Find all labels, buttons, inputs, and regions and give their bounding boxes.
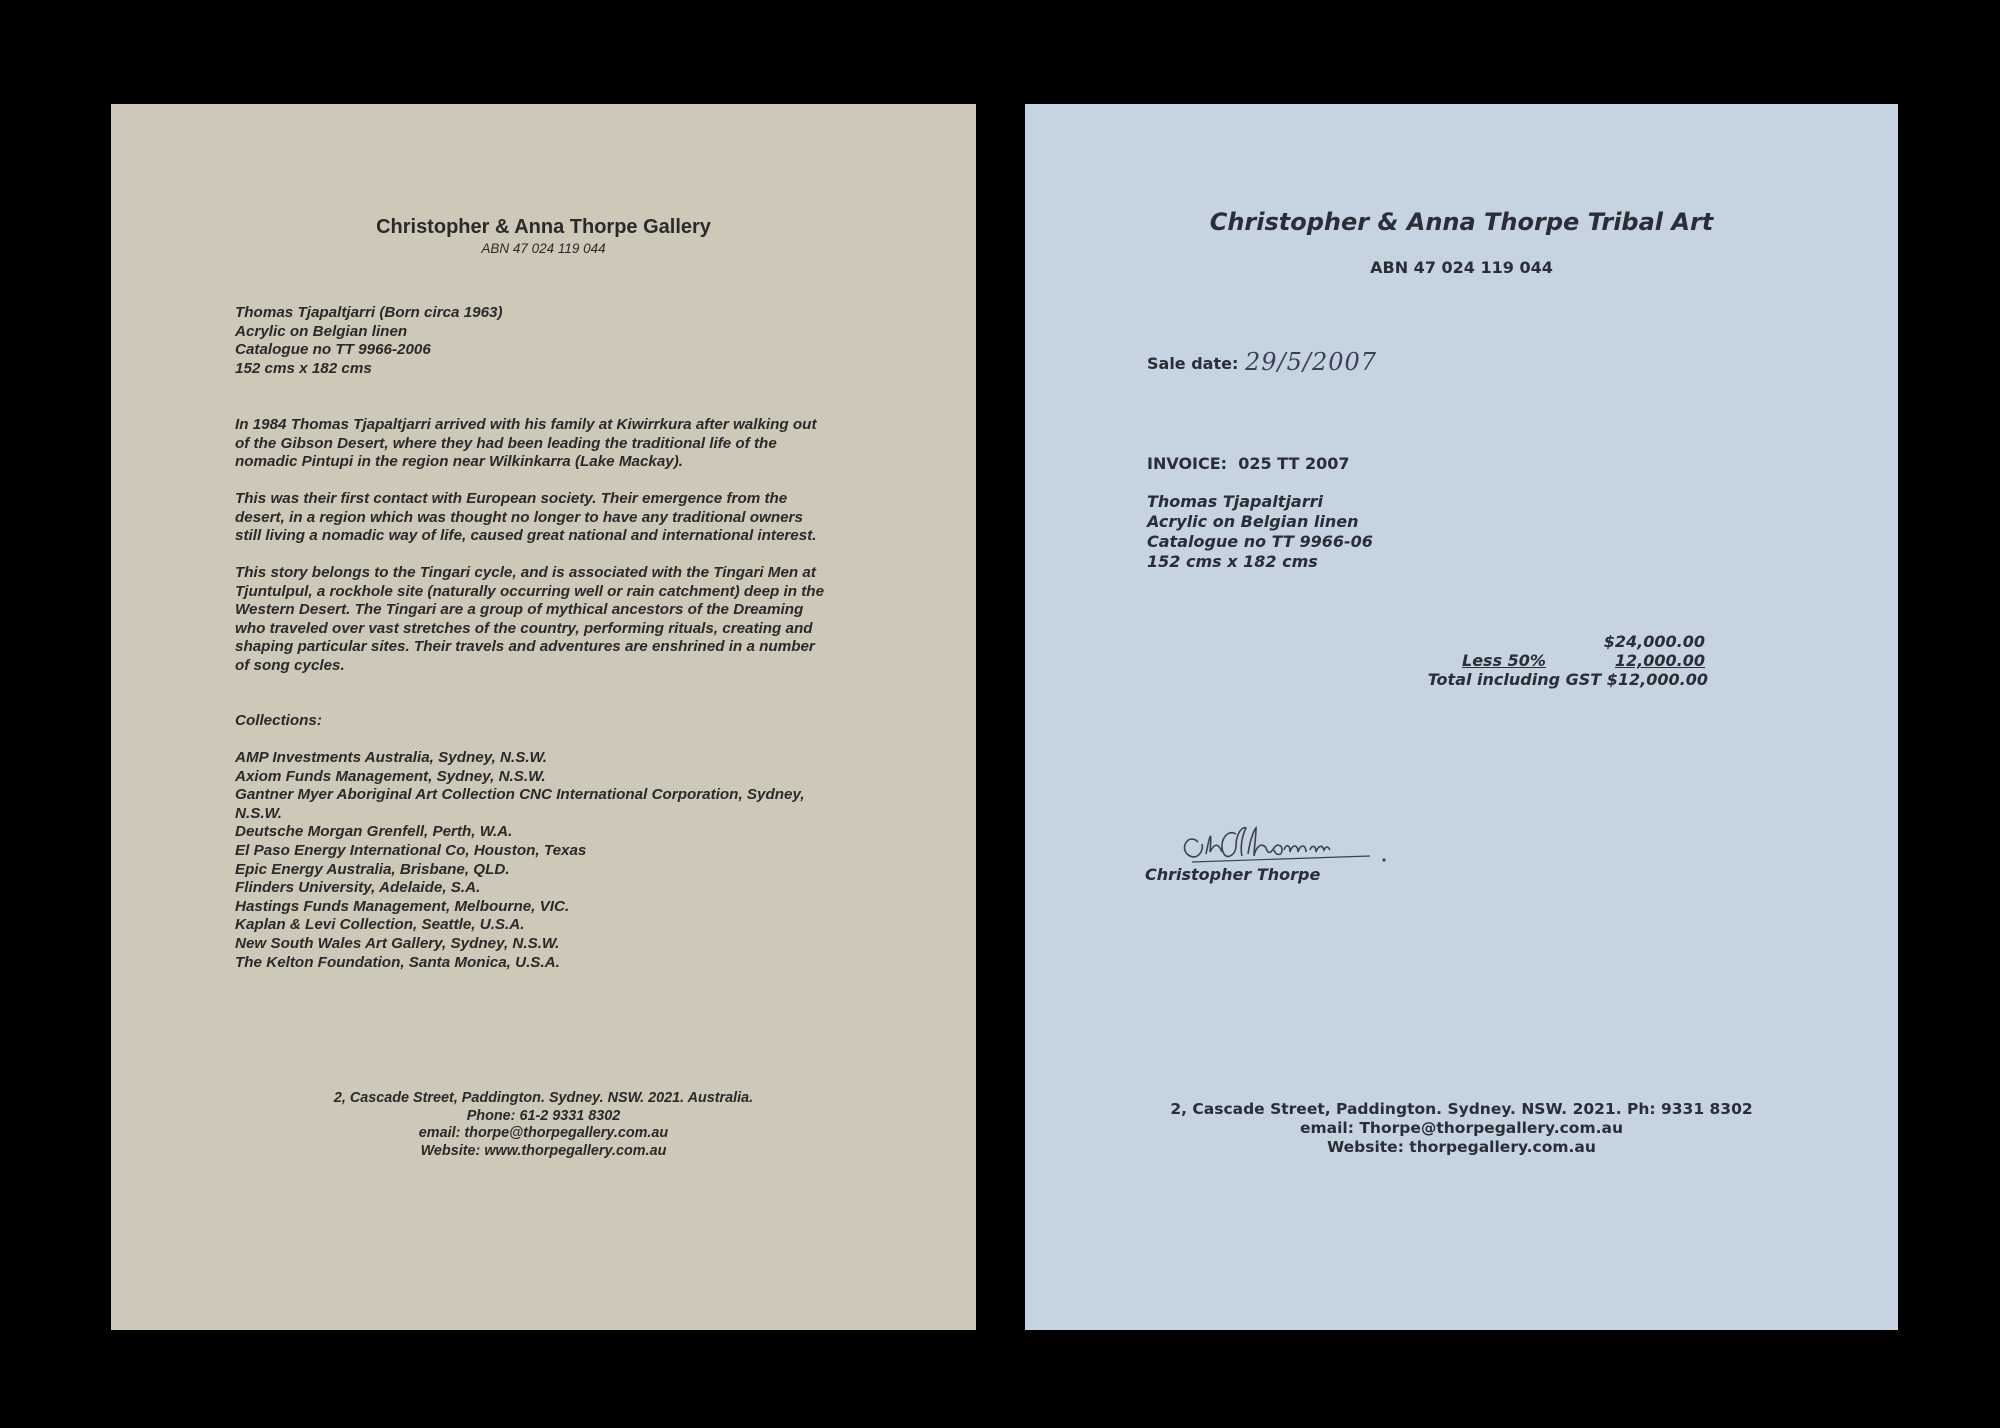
collection-item: Gantner Myer Aboriginal Art Collection CNC International Corporation, Sydney, [235, 786, 805, 804]
collection-item: Hastings Funds Management, Melbourne, VIC. [235, 897, 570, 915]
price: $24,000.00 [1603, 632, 1705, 651]
text-line: This story belongs to the Tingari cycle, and is associated with the Tingari Men at [235, 564, 816, 581]
collection-item: Epic Energy Australia, Brisbane, QLD. [235, 860, 510, 878]
artwork-medium: Acrylic on Belgian linen [235, 322, 408, 340]
biography-paragraph [235, 416, 875, 472]
discount-label: Less 50% [1462, 651, 1546, 670]
invoice-artist: Thomas Tjapaltjarri [1147, 492, 1323, 511]
text-line: of the Gibson Desert, where they had been leading the traditional life of the [235, 434, 777, 452]
footer-phone: Phone: 61-2 9331 8302 [466, 1107, 621, 1124]
collections-list [235, 749, 875, 972]
artwork-dimensions: 152 cms x 182 cms [235, 359, 372, 377]
signature-image [1170, 804, 1400, 874]
collection-item: AMP Investments Australia, Sydney, N.S.W. [235, 749, 547, 766]
signatory-name: Christopher Thorpe [1145, 865, 1321, 884]
text-line: Western Desert. The Tingari are a group of mythical ancestors of the Dreaming [235, 601, 804, 619]
text-line: Tjuntulpul, a rockhole site (naturally occurring well or rain catchment) deep in the [235, 582, 825, 600]
story-paragraph [235, 564, 875, 676]
collection-item: Kaplan & Levi Collection, Seattle, U.S.A. [235, 916, 525, 934]
footer-website: Website: thorpegallery.com.au [1327, 1138, 1596, 1156]
collection-item: New South Wales Art Gallery, Sydney, N.S.W. [235, 934, 560, 952]
collection-item: The Kelton Foundation, Santa Monica, U.S.A. [235, 953, 560, 971]
invoice-page [1025, 104, 1898, 1330]
footer-email: email: Thorpe@thorpegallery.com.au [1300, 1119, 1623, 1137]
discount-value: 12,000.00 [1614, 651, 1705, 670]
footer-website: Website: www.thorpegallery.com.au [420, 1142, 667, 1159]
sale-date-handwritten: 29/5/2007 [1245, 348, 1378, 376]
collections-heading: Collections: [235, 712, 322, 729]
text-line: desert, in a region which was thought no longer to have any traditional owners [235, 508, 803, 526]
total: Total including GST $12,000.00 [1427, 670, 1708, 689]
invoice-number: INVOICE: 025 TT 2007 [1147, 454, 1350, 473]
catalogue-number: Catalogue no TT 9966-2006 [235, 341, 431, 359]
text-line: shaping particular sites. Their travels and adventures are enshrined in a number [235, 638, 815, 656]
invoice-medium: Acrylic on Belgian linen [1147, 512, 1359, 531]
gallery-name: Christopher & Anna Thorpe Gallery [376, 216, 711, 238]
collection-item: Flinders University, Adelaide, S.A. [235, 879, 481, 897]
text-line: In 1984 Thomas Tjapaltjarri arrived with his family at Kiwirrkura after walking out [235, 416, 817, 433]
contact-paragraph [235, 490, 875, 546]
collection-item: N.S.W. [235, 804, 282, 822]
sale-date-label: Sale date: [1147, 354, 1239, 373]
text-line: still living a nomadic way of life, caused great national and international interest. [235, 527, 817, 545]
collection-item: El Paso Energy International Co, Houston, Texas [235, 841, 587, 859]
footer-email: email: thorpe@thorpegallery.com.au [418, 1125, 669, 1141]
invoice-title: Christopher & Anna Thorpe Tribal Art [1209, 208, 1714, 236]
invoice-footer [1025, 1100, 1898, 1157]
collection-item: Axiom Funds Management, Sydney, N.S.W. [235, 767, 546, 785]
invoice-dimensions: 152 cms x 182 cms [1147, 552, 1318, 571]
collection-item: Deutsche Morgan Grenfell, Perth, W.A. [235, 823, 513, 841]
invoice-abn: ABN 47 024 119 044 [1370, 258, 1553, 277]
text-line: who traveled over vast stretches of the country, performing rituals, creating and [235, 619, 813, 637]
artist-name: Thomas Tjapaltjarri (Born circa 1963) [235, 304, 503, 321]
text-line: This was their first contact with European society. Their emergence from the [235, 490, 788, 507]
invoice-catalogue: Catalogue no TT 9966-06 [1147, 532, 1373, 551]
gallery-footer [111, 1090, 976, 1160]
gallery-abn: ABN 47 024 119 044 [481, 241, 606, 256]
text-line: of song cycles. [235, 656, 345, 674]
footer-address: 2, Cascade Street, Paddington. Sydney. NSW. 2021. Australia. [333, 1090, 754, 1106]
text-line: nomadic Pintupi in the region near Wilkinkarra (Lake Mackay). [235, 453, 684, 471]
footer-address-phone: 2, Cascade Street, Paddington. Sydney. NSW. 2021. Ph: 9331 8302 [1170, 1100, 1753, 1118]
gallery-certificate-page [111, 104, 976, 1330]
artwork-details [235, 304, 875, 378]
